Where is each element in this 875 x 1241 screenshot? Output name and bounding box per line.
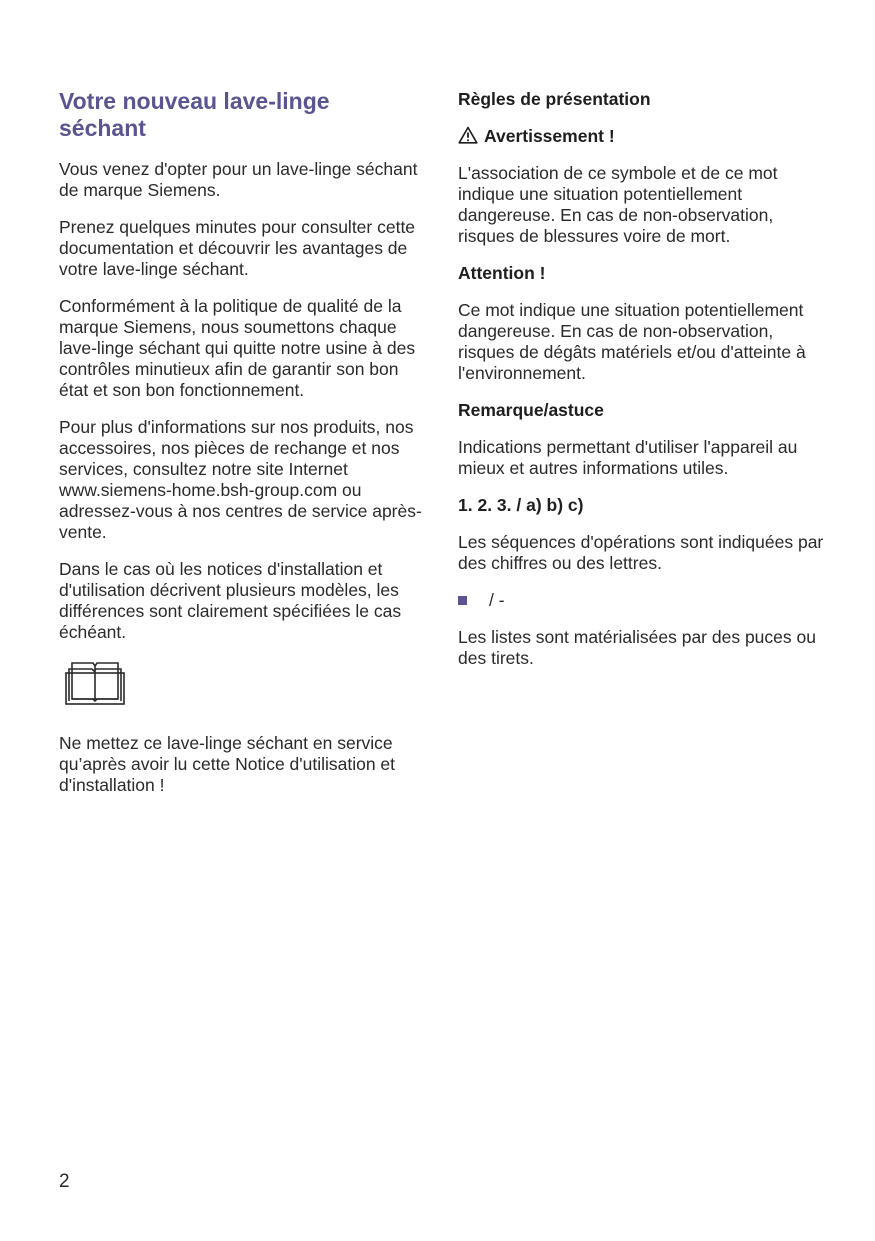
sequence-heading: 1. 2. 3. / a) b) c): [458, 495, 584, 515]
section-title: Règles de présentation: [458, 89, 651, 109]
consult-paragraph: Prenez quelques minutes pour consulter cette documentation et découvrir les avantages de votre lave-linge séchant.: [59, 217, 416, 279]
attention-text: Ce mot indique une situation potentiellement dangereuse. En cas de non-observation, risques de dégâts matériels et/ou d'atteinte à l'environnement.: [458, 300, 806, 383]
page-title-line-1: Votre nouveau lave-linge: [59, 88, 330, 114]
attention-heading: Attention !: [458, 263, 546, 283]
page-number: 2: [59, 1171, 70, 1192]
intro-paragraph: Vous venez d'opter pour un lave-linge séchant de marque Siemens.: [59, 159, 418, 200]
sequence-text: Les séquences d'opérations sont indiquées par des chiffres ou des lettres.: [458, 532, 824, 573]
page-title: [59, 88, 424, 142]
lists-text: Les listes sont matérialisées par des puces ou des tirets.: [458, 627, 816, 668]
right-column: [458, 89, 828, 685]
remark-text: Indications permettant d'utiliser l'appareil au mieux et autres informations utiles.: [458, 437, 798, 478]
page-title-line-2: séchant: [59, 115, 146, 141]
warning-text: L'association de ce symbole et de ce mot indique une situation potentiellement dangereuse. En cas de non-observation, risques de blessures voire de mort.: [458, 163, 778, 246]
list-symbol-text: / -: [489, 590, 505, 610]
final-note: Ne mettez ce lave-linge séchant en service qu’après avoir lu cette Notice d'utilisation et d'installation !: [59, 733, 396, 795]
info-paragraph: Pour plus d'informations sur nos produits, nos accessoires, nos pièces de rechange et nos services, consultez notre site Internet www.siemens-home.bsh-group.com ou adressez-vous à nos centres de service après-vente.: [59, 417, 422, 542]
warning-triangle-icon: [458, 126, 478, 144]
warning-heading-label: Avertissement !: [484, 126, 615, 146]
square-bullet-icon: [458, 596, 467, 605]
book-icon: [65, 659, 125, 705]
list-symbols: [458, 590, 828, 611]
models-paragraph: Dans le cas où les notices d'installation et d'utilisation décrivent plusieurs modèles, les différences sont clairement spécifiées le cas échéant.: [59, 559, 402, 642]
warning-heading: [458, 126, 828, 147]
remark-heading: Remarque/astuce: [458, 400, 604, 420]
left-column: [59, 88, 424, 812]
quality-paragraph: Conformément à la politique de qualité de la marque Siemens, nous soumettons chaque lave-linge séchant qui quitte notre usine à des contrôles minutieux afin de garantir son bon état et son bon fonctionnement.: [59, 296, 416, 400]
